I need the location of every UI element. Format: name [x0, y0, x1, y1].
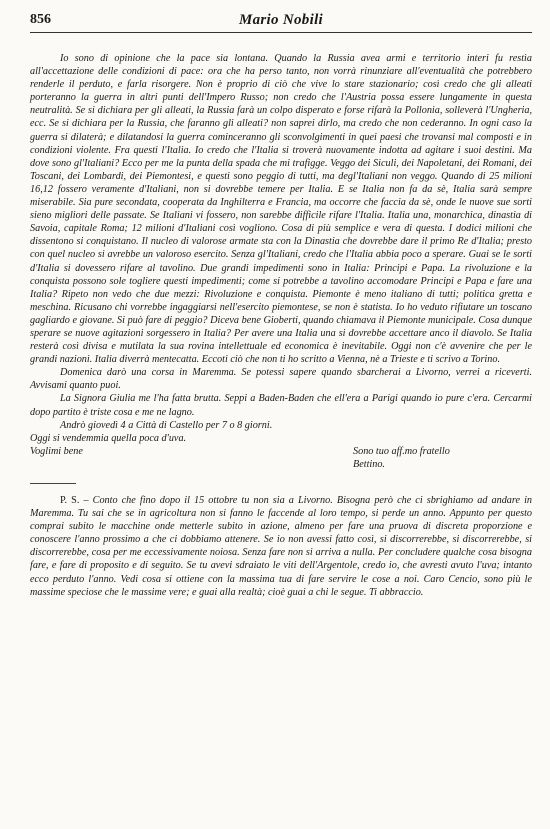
- postscript-text: Conto che fino dopo il 15 ottobre tu non sia a Livorno. Bisogna però che ci sbrighiamo ad andare in Maremma. Tu sai che se in agricoltura non si fanno le faccende al loro tempo, si perde un anno. Appunto per questo comprai subito le macchine onde metterle subito in azione, almeno per fare una pruova di discreta proporzione e conoscere l'anno prossimo a che ci dobbiamo attenere. Se io non avessi fatto così, si discorrerebbe, si discorrerebbe, si discorrerebbe, cosa per me eccessivamente noiosa. Senza fare non si arriva a nulla. Per concludere qualche cosa bisogna fare, e fare di proposito e di seguito. Se tu avevi sdraiato le viti dell'Argentole, credo io, che avresti avuto l'uva; intanto ecco perduto l'anno. Vedi cosa si ottiene con la massima tua di fare servire le cose a noi. Caro Cencio, sono più le massime speciose che le massime vere; e guai alla realtà; cioè guai a chi le segue. Ti abbraccio.: [30, 495, 533, 598]
- postscript: [30, 494, 532, 599]
- closing-line-harvest: Oggi si vendemmia quella poca d'uva.: [30, 432, 187, 444]
- signature-row: [30, 445, 532, 458]
- page-header: [30, 12, 532, 33]
- letter-body: [30, 52, 532, 599]
- postscript-divider: [30, 483, 76, 484]
- closing-signoff: Sono tuo aff.mo fratello: [353, 445, 450, 457]
- letter-closing: [30, 419, 532, 471]
- paragraph-signora-giulia: La Signora Giulia me l'ha fatta brutta. Seppi a Baden-Baden che ell'era a Parigi quando io pure c'era. Cercarmi dopo partito è triste cosa e me ne lagno.: [30, 393, 532, 418]
- running-head: Mario Nobili: [238, 12, 324, 28]
- signature-name-row: [30, 458, 532, 471]
- postscript-label: P. S. –: [60, 495, 89, 506]
- closing-greeting: Voglimi bene: [30, 445, 83, 457]
- page-number: 856: [30, 12, 51, 27]
- signature: Bettino.: [353, 458, 385, 470]
- paragraph-politics: Io sono di opinione che la pace sia lontana. Quando la Russia avea armi e territorio interi fu restìa all'accettazione delle condizioni di pace: ora che ha perso tanto, non vorrà rinunziare all'eventualità che potrebbero renderle il perduto, e farla risorgere. Non è proprio di ciò che vive lo stare stazionario; così credo che gli alleati porteranno la guerra in altri punti dell'Impero Russo; non credo che l'Austria possa essere lungamente in questa neutralità. Se si dichiara per gli alleati, la Russia farà un colpo disperato e forse rifarà la Pollonia, solleverà l'Ungheria, ecc. Se si dichiara per la Russia, che faranno gli alleati? non saprei dirlo, ma credo che non cederanno. In ogni caso la guerra si dilaterà; e dilatandosi la guerra cominceranno gli sconvolgimenti in quei paesi che trovansi mal composti e in condizioni violente. Fra questi l'Italia. Io credo che l'Italia si troverà nuovamente indotta ad agitare i suoi destini. Ma dove sono gl'Italiani? Ecco per me la punta della spada che mi trafigge. Veggo dei Siculi, dei Napoletani, dei Romani, dei Toscani, dei Lombardi, dei Piemontesi, e questi sono peggio di tutti, ma degl'Italiani non veggo. Quando di 25 milioni 16,12 fossero veramente d'Italiani, non si dovrebbe temere per Italia. E se Italia non fa da sè, Italia sarà sempre miserabile. Sia pure secondata, cooperata da Inghilterra e Francia, ma occorre che faccia da sè, onde le nuove sue sorti sieno migliori delle passate. Se Italiani vi fossero, non sarebbe difficile rifare l'Italia. Italia una, monarchica, dinastia di Savoia, capitale Roma; 12 milioni d'Italiani così vogliono. Cosa di più semplice e vera di questa. I dodici milioni che dissentono si conquistano. Il nucleo di valorose armate sta con la Dinastia che dovrebbe dare il primo Re d'Italia; presto con quel nucleo si avrebbe un valoroso esercito. Senza gl'Italiani, credo che l'Italia abbia poco a sperare. Guai se le sorti d'Italia si dovessero rifare al tavolino. Due grandi impedimenti sono in Italia: Principi e Papa. La rivoluzione e la conquista possono sole togliere questi impedimenti; come si potrebbe a tavolino accomodare Principi e Papa e fare una Italia? Ripeto non vedo che due mezzi: Rivoluzione e conquista. Piemonte è meno italiano di tutti; politica gretta e meschina. Ricusano chi vorrebbe ingaggiarsi nell'esercito piemontese, se non è statista. Io ho veduto rifiutare un toscano gagliardo e giovane. Si può fare di peggio? Diceva bene Gioberti, quando chiamava il Piemonte municipale. Cosa dunque sperare se nuove agitazioni sorgessero in Italia? Per avere una Italia una si dovrebbe accettare anco il diavolo. Se Italia resterà così divisa e mutilata la sua rovina intellettuale ed economica è inevitabile. Oggi non c'è avvenire che per le grandi nazioni. Italia diverrà mentecatta. Eccoti ciò che non ti ho scritto a Vienna, nè a Trieste e ti scrivo a Torino.: [30, 53, 532, 366]
- paragraph-maremma: Domenica darò una corsa in Maremma. Se potessi sapere quando sbarcherai a Livorno, verrei a riceverti. Avvisami quanto puoi.: [30, 367, 532, 392]
- closing-line-travel: Andrò giovedì 4 a Città di Castello per 7 o 8 giorni.: [60, 419, 273, 431]
